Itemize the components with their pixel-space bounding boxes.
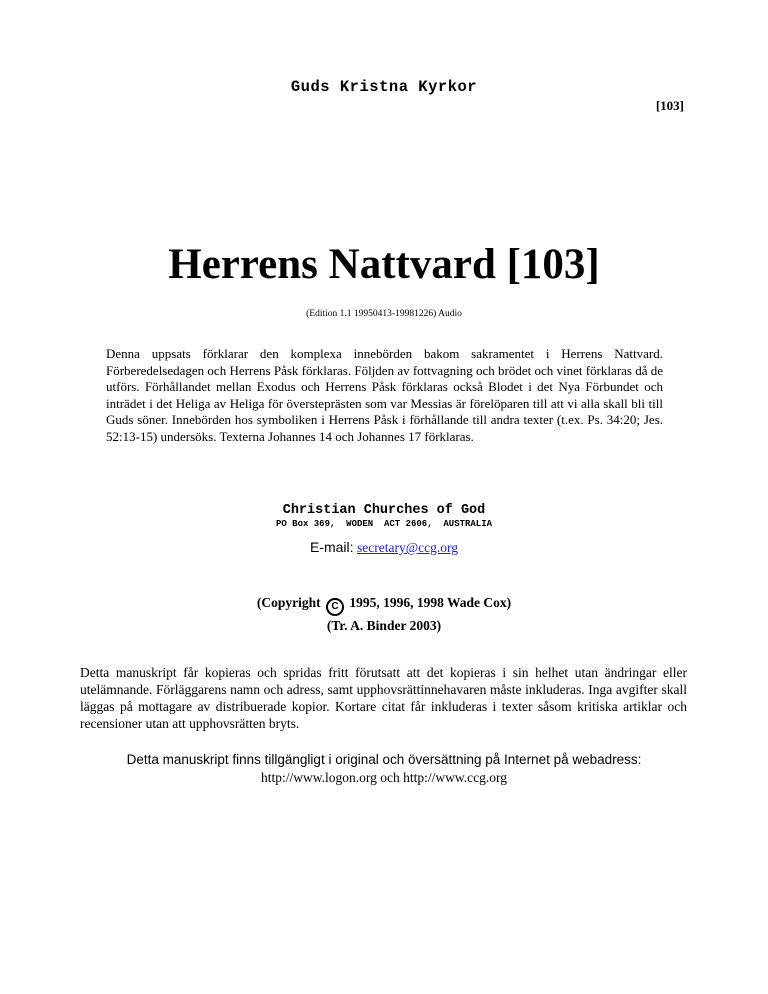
rights-paragraph: Detta manuskript får kopieras och spridas fritt förutsatt att det kopieras i sin helhet utan ändringar eller utelämnande. Förläggarens namn och adress, samt upphovsrättinnehavaren måste inkluderas. Inga avgifter skall läggas på mottagare av distribuerade kopior. Kortare citat får inkluderas i texter såsom kritiska artiklar och recensioner utan att upphovsrätten bryts. <box>80 665 687 731</box>
publisher-address: PO Box 369, WODEN ACT 2606, AUSTRALIA <box>275 519 493 529</box>
edition-line: (Edition 1.1 19950413-19981226) Audio <box>306 309 462 319</box>
availability-text: Detta manuskript finns tillgängligt i original och översättning på Internet på webadress: <box>126 752 642 767</box>
translator-line: (Tr. A. Binder 2003) <box>326 618 442 633</box>
email-label: E-mail: <box>309 539 354 555</box>
copyright-block <box>0 593 768 636</box>
copyright-line <box>0 593 768 616</box>
copyright-years: 1995, 1996, 1998 Wade Cox) <box>349 595 512 610</box>
availability-urls[interactable]: http://www.logon.org och http://www.ccg.org <box>261 770 507 785</box>
copyright-prefix: (Copyright <box>256 595 321 610</box>
abstract-paragraph: Denna uppsats förklarar den komplexa innebörden bakom sakramentet i Herrens Nattvard. Förberedelsedagen och Herrens Påsk förklaras. Följden av fottvagning och brödet och vinet förklaras då de utförs. Förhållandet mellan Exodus och Herrens Påsk förklaras också Blodet i det Nya Förbundet och inträdet i det Heliga av Heliga för översteprästen som var Messias är förelöparen till att vi alla skall bli till Guds söner. Innebörden hos symboliken i Herrens Påsk i förhållande till andra texter (t.ex. Ps. 34:20; Jes. 52:13-15) undersöks. Texterna Johannes 14 och Johannes 17 förklaras. <box>106 346 664 444</box>
email-line <box>0 539 768 557</box>
email-link[interactable]: secretary@ccg.org <box>357 540 459 555</box>
publisher-name: Christian Churches of God <box>282 503 486 518</box>
organization-header: Guds Kristna Kyrkor <box>290 78 478 96</box>
paper-number: [103] <box>655 98 684 113</box>
document-title: Herrens Nattvard [103] <box>168 241 600 288</box>
copyright-icon: C <box>326 598 344 616</box>
